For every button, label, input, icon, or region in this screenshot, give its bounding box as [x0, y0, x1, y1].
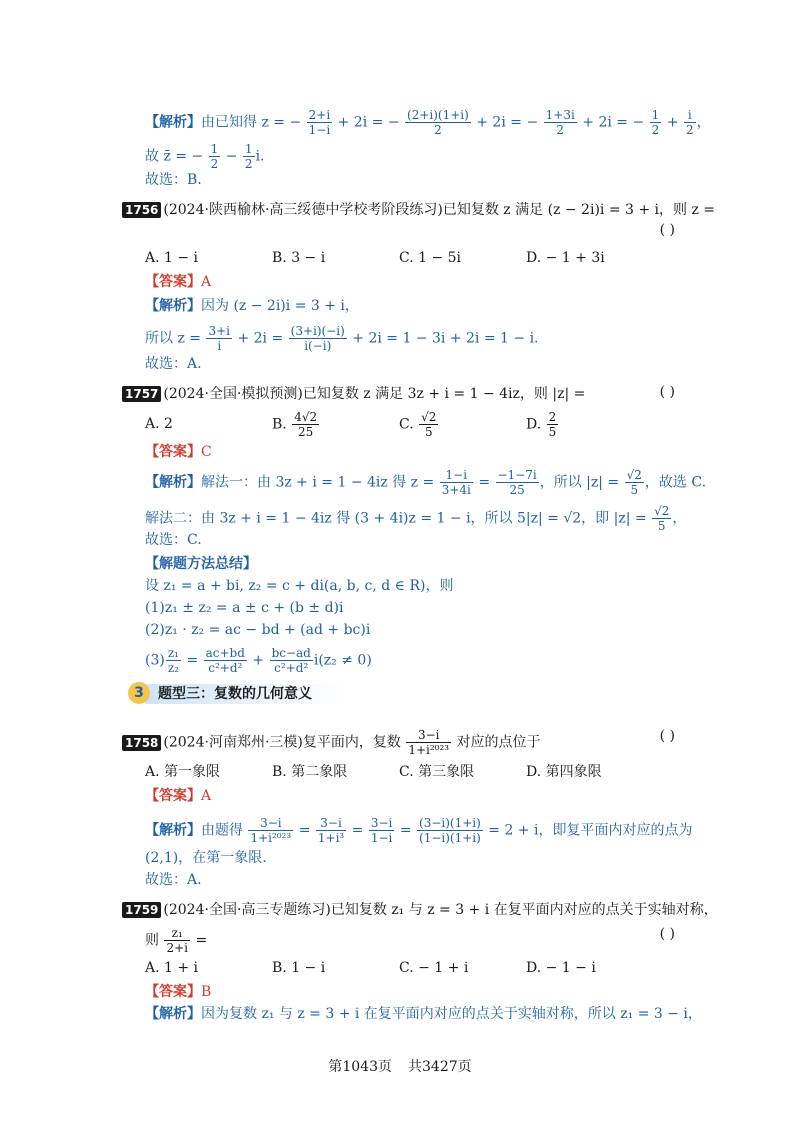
text: =: [298, 822, 311, 839]
fraction: $\frac{1+3i}{2}$: [545, 108, 575, 137]
option-a: A. 2: [145, 416, 173, 432]
section-header: [128, 680, 368, 708]
fraction: $\frac{bc-ad}{\text{c²+d²}}$: [271, 646, 311, 675]
question-1757-stem: [122, 384, 690, 404]
analysis-1756-line1: [145, 296, 690, 316]
text: i(z₂ ≠ 0): [313, 652, 372, 669]
page-number: 第1043页: [328, 1059, 392, 1075]
answer-value: A: [201, 788, 212, 804]
analysis-1756-line3: 故选：A.: [145, 356, 202, 372]
summary-tag: [145, 554, 690, 574]
text: 故 z̄ = −: [145, 148, 204, 165]
answer-value: C: [201, 444, 212, 460]
answer-value: A: [201, 274, 212, 290]
analysis-1758-line1: [145, 816, 693, 845]
text: + 2i =: [237, 330, 284, 347]
text: 则: [145, 932, 159, 949]
text: i.: [255, 148, 265, 165]
fraction: $\frac{\text{z₁}}{2+i}$: [166, 926, 188, 955]
text: 对应的点位于: [456, 734, 541, 751]
question-number: 1758: [122, 735, 161, 751]
fraction: $\frac{i}{2}$: [685, 108, 694, 137]
text: + 2i = −: [337, 114, 400, 131]
top-analysis-line2: [145, 142, 690, 171]
question-number: 1759: [122, 902, 161, 918]
text: + 2i = 1 − 3i + 2i = 1 − i.: [352, 330, 539, 347]
answer-1759: [145, 982, 690, 1002]
answer-value: B: [201, 984, 212, 1000]
fraction: $\frac{1}{2}$: [244, 142, 253, 171]
section-number-badge: 3: [128, 682, 150, 704]
analysis-tag: 【解析】: [145, 1006, 201, 1022]
fraction: $\frac{-1-7i}{25}$: [497, 468, 537, 497]
total-pages: 共3427页: [408, 1059, 472, 1075]
option-c: C. − 1 + i: [399, 960, 469, 976]
text: ，所以 |z| =: [539, 474, 620, 491]
answer-paren: ( ): [659, 222, 675, 238]
text: =: [195, 932, 208, 949]
section-title: 题型三：复数的几何意义: [158, 686, 312, 702]
text: 由题得: [201, 822, 243, 839]
option-c: C. $\frac{√2}{5}$: [399, 410, 437, 439]
text: (3): [145, 652, 165, 669]
answer-tag: 【答案】: [145, 788, 201, 804]
option-b: B. 第二象限: [272, 764, 348, 780]
text: −: [225, 148, 238, 165]
fraction: $\frac{\text{z₁}}{\text{z₂}}$: [167, 646, 179, 675]
answer-1756: [145, 272, 690, 292]
text: = 2 + i，即复平面内对应的点为: [488, 822, 693, 839]
fraction: $\frac{1}{2}$: [210, 142, 219, 171]
fraction: $\frac{(3+i)(-i)}{i(-i)}$: [290, 324, 345, 353]
analysis-1757-m1: [145, 468, 707, 497]
fraction: $\frac{3-i}{\text{1+i²⁰²³}}$: [250, 816, 292, 845]
summary-title: 【解题方法总结】: [145, 556, 257, 572]
text: ，故选 C.: [644, 474, 707, 491]
analysis-1756-line2: [145, 324, 690, 353]
text: (2024·全国·高三专题练习)已知复数 z₁ 与 z = 3 + i 在复平面内对应的点关于实轴对称，: [163, 902, 718, 918]
option-b: B. 1 − i: [272, 960, 326, 976]
text: 由已知得 z = −: [201, 114, 302, 131]
text: (2024·陕西榆林·高三绥德中学校考阶段练习)已知复数 z 满足 (z − 2i)i = 3 + i，则 z =: [163, 202, 716, 218]
text: 解法一：由 3z + i = 1 − 4iz 得 z =: [201, 474, 435, 491]
option-a: A. 第一象限: [145, 764, 221, 780]
text: + 2i = −: [582, 114, 645, 131]
analysis-1757-m2-answer: 故选：C.: [145, 532, 202, 548]
analysis-tag: 【解析】: [145, 822, 201, 839]
fraction: $\frac{3-i}{1-i}$: [370, 816, 393, 845]
option-b: B. 3 − i: [272, 250, 326, 266]
fraction: $\frac{ac+bd}{\text{c²+d²}}$: [205, 646, 245, 675]
fraction: $\frac{(3-i)(1+i)}{(1-i)(1+i)}$: [419, 816, 481, 845]
fraction: $\frac{3+i}{i}$: [208, 324, 230, 353]
page-footer: [0, 1056, 800, 1076]
summary-line4: [145, 646, 690, 675]
question-1756-stem: [122, 200, 716, 220]
answer-paren: ( ): [659, 728, 675, 744]
answer-tag: 【答案】: [145, 444, 201, 460]
text: 解法二：由 3z + i = 1 − 4iz 得 (3 + 4i)z = 1 − i，所以 5|z| = √2，即 |z| =: [145, 510, 647, 527]
option-a: A. 1 − i: [145, 250, 199, 266]
text: (2024·河南郑州·三模)复平面内，复数: [163, 734, 401, 751]
top-analysis-line1: [145, 108, 711, 137]
option-a: A. 1 + i: [145, 960, 199, 976]
option-d: D. 第四象限: [526, 764, 602, 780]
text: 所以 z =: [145, 330, 202, 347]
option-b: B. $\frac{4√2}{25}$: [272, 410, 318, 439]
text: 因为 (z − 2i)i = 3 + i，: [201, 298, 359, 314]
question-1759-stem2: [145, 926, 690, 955]
question-1758-stem: [122, 728, 690, 757]
text: =: [399, 822, 412, 839]
fraction: $\frac{√2}{5}$: [654, 504, 670, 533]
summary-line3: (2)z₁ · z₂ = ac − bd + (ad + bc)i: [145, 622, 371, 638]
fraction: $\frac{2+i}{1-i}$: [308, 108, 331, 137]
analysis-tag: 【解析】: [145, 114, 201, 131]
option-d: D. − 1 − i: [526, 960, 596, 976]
text: ，: [696, 114, 711, 131]
text: + 2i = −: [476, 114, 539, 131]
fraction: $\frac{√2}{5}$: [626, 468, 642, 497]
analysis-1758-line2: (2,1)，在第一象限.: [145, 850, 267, 866]
answer-paren: ( ): [659, 926, 675, 942]
question-number: 1756: [122, 202, 161, 218]
text: =: [186, 652, 199, 669]
option-c: C. 第三象限: [399, 764, 475, 780]
summary-line2: (1)z₁ ± z₂ = a ± c + (b ± d)i: [145, 600, 344, 616]
top-answer-line: 故选：B.: [145, 172, 202, 188]
fraction: $\frac{1-i}{3+4i}$: [441, 468, 471, 497]
answer-1758: [145, 786, 690, 806]
analysis-1757-m2: [145, 504, 690, 533]
text: =: [351, 822, 364, 839]
fraction: $\frac{1}{2}$: [651, 108, 660, 137]
option-c: C. 1 − 5i: [399, 250, 462, 266]
fraction: $\frac{3-i}{\text{1+i²⁰²³}}$: [408, 728, 450, 757]
option-d: D. $\frac{2}{5}$: [526, 410, 557, 439]
answer-1757: [145, 442, 690, 462]
question-number: 1757: [122, 386, 161, 402]
analysis-tag: 【解析】: [145, 474, 201, 491]
text: (2024·全国·模拟预测)已知复数 z 满足 3z + i = 1 − 4iz，则 |z| =: [163, 386, 586, 402]
option-d: D. − 1 + 3i: [526, 250, 605, 266]
answer-tag: 【答案】: [145, 984, 201, 1000]
summary-line1: 设 z₁ = a + bi, z₂ = c + di(a, b, c, d ∈ R)，则: [145, 578, 454, 594]
text: ，: [672, 510, 687, 527]
analysis-1759-line1: [145, 1004, 702, 1024]
fraction: $\frac{(2+i)(1+i)}{2}$: [407, 108, 469, 137]
text: =: [478, 474, 491, 491]
answer-tag: 【答案】: [145, 274, 201, 290]
fraction: $\frac{3-i}{\text{1+i³}}$: [317, 816, 345, 845]
text: +: [666, 114, 679, 131]
answer-paren: ( ): [659, 384, 675, 400]
question-1759-stem: [122, 900, 718, 920]
analysis-tag: 【解析】: [145, 298, 201, 314]
analysis-1758-line3: 故选：A.: [145, 872, 202, 888]
text: 因为复数 z₁ 与 z = 3 + i 在复平面内对应的点关于实轴对称，所以 z₁ = 3 − i，: [201, 1006, 702, 1022]
text: +: [252, 652, 265, 669]
